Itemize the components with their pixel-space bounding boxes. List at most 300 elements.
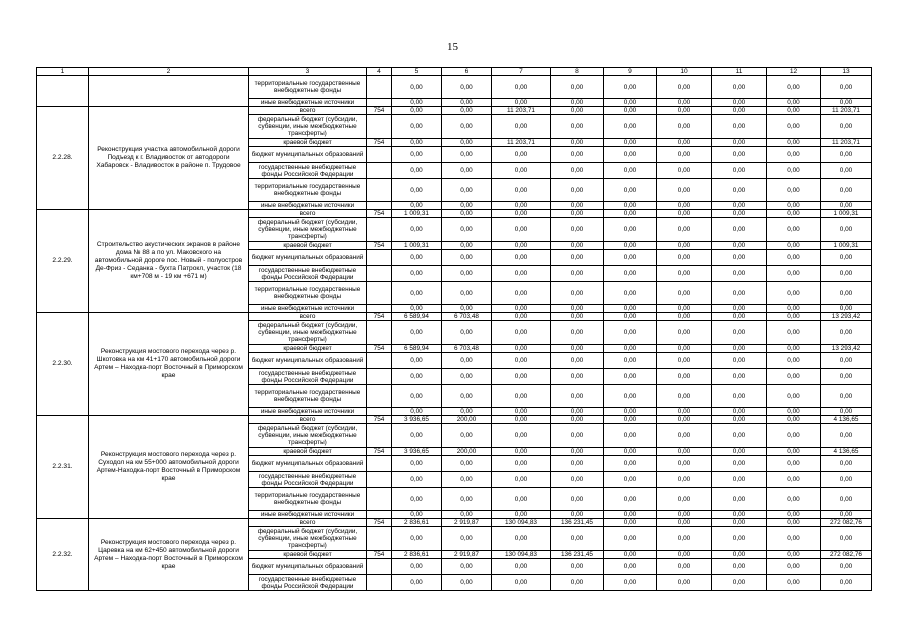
value-cell: 0,00	[551, 313, 604, 321]
value-cell: 0,00	[657, 163, 712, 179]
value-cell: 0,00	[767, 282, 821, 305]
value-cell: 0,00	[604, 147, 657, 163]
value-cell: 0,00	[821, 76, 872, 99]
value-cell: 0,00	[657, 115, 712, 139]
value-cell: 0,00	[442, 408, 492, 416]
value-cell: 0,00	[392, 575, 442, 591]
col-header: 13	[821, 68, 872, 76]
value-cell: 0,00	[492, 488, 551, 511]
col-header: 1	[37, 68, 89, 76]
code-cell: 754	[367, 448, 392, 456]
value-cell: 0,00	[657, 424, 712, 448]
value-cell: 0,00	[442, 305, 492, 313]
value-cell: 0,00	[657, 416, 712, 424]
value-cell: 0,00	[551, 321, 604, 345]
value-cell: 0,00	[392, 266, 442, 282]
value-cell: 0,00	[821, 266, 872, 282]
code-cell	[367, 472, 392, 488]
code-cell: 754	[367, 139, 392, 147]
code-cell	[367, 163, 392, 179]
value-cell: 0,00	[712, 139, 767, 147]
value-cell: 0,00	[712, 527, 767, 551]
funding-source: всего	[249, 313, 367, 321]
value-cell: 0,00	[392, 139, 442, 147]
funding-source: территориальные государственные внебюджетные фонды	[249, 488, 367, 511]
value-cell: 3 936,65	[392, 448, 442, 456]
value-cell: 0,00	[492, 99, 551, 107]
funding-source: государственные внебюджетные фонды Российской Федерации	[249, 163, 367, 179]
value-cell: 0,00	[492, 305, 551, 313]
value-cell: 0,00	[604, 76, 657, 99]
value-cell: 0,00	[392, 369, 442, 385]
code-cell	[367, 147, 392, 163]
item-number: 2.2.31.	[37, 416, 89, 519]
value-cell: 0,00	[767, 202, 821, 210]
funding-source: федеральный бюджет (субсидии, субвенции, иные межбюджетные трансферты)	[249, 424, 367, 448]
col-header: 12	[767, 68, 821, 76]
item-number	[37, 76, 89, 107]
value-cell: 0,00	[551, 353, 604, 369]
funding-source: территориальные государственные внебюджетные фонды	[249, 76, 367, 99]
value-cell: 0,00	[604, 408, 657, 416]
value-cell: 0,00	[604, 416, 657, 424]
value-cell: 0,00	[767, 76, 821, 99]
value-cell: 0,00	[657, 519, 712, 527]
value-cell: 0,00	[392, 305, 442, 313]
value-cell: 0,00	[392, 115, 442, 139]
value-cell: 0,00	[392, 408, 442, 416]
value-cell: 0,00	[657, 575, 712, 591]
value-cell: 0,00	[657, 527, 712, 551]
value-cell: 0,00	[392, 527, 442, 551]
value-cell: 0,00	[657, 353, 712, 369]
code-cell	[367, 76, 392, 99]
code-cell: 754	[367, 107, 392, 115]
code-cell	[367, 575, 392, 591]
value-cell: 0,00	[767, 321, 821, 345]
value-cell: 1 009,31	[821, 210, 872, 218]
value-cell: 0,00	[657, 202, 712, 210]
value-cell: 0,00	[767, 242, 821, 250]
value-cell: 0,00	[712, 519, 767, 527]
value-cell: 0,00	[657, 210, 712, 218]
value-cell: 0,00	[657, 472, 712, 488]
value-cell: 0,00	[392, 353, 442, 369]
value-cell: 0,00	[712, 345, 767, 353]
code-cell: 754	[367, 519, 392, 527]
value-cell: 0,00	[712, 369, 767, 385]
value-cell: 0,00	[712, 575, 767, 591]
value-cell: 2 919,87	[442, 551, 492, 559]
funding-source: иные внебюджетные источники	[249, 99, 367, 107]
funding-source: краевой бюджет	[249, 448, 367, 456]
table-row	[37, 210, 872, 218]
value-cell: 0,00	[821, 353, 872, 369]
value-cell: 0,00	[821, 559, 872, 575]
value-cell: 0,00	[821, 488, 872, 511]
value-cell: 0,00	[767, 345, 821, 353]
value-cell: 272 082,76	[821, 519, 872, 527]
value-cell: 0,00	[821, 472, 872, 488]
value-cell: 0,00	[712, 242, 767, 250]
item-description: Строительство акустических экранов в районе дома № 88 а по ул. Маковского на автомобильной дороге пос. Новый - полуостров Де-Фриз - Седанка - бухта Патрокл, участок (18 км+708 м - 19 км +671 м)	[89, 210, 249, 313]
budget-table	[36, 67, 872, 591]
value-cell: 0,00	[767, 139, 821, 147]
value-cell: 0,00	[712, 76, 767, 99]
value-cell: 0,00	[392, 424, 442, 448]
value-cell: 4 136,65	[821, 416, 872, 424]
table-row	[37, 313, 872, 321]
code-cell	[367, 99, 392, 107]
value-cell: 0,00	[392, 163, 442, 179]
value-cell: 0,00	[657, 179, 712, 202]
value-cell: 0,00	[492, 218, 551, 242]
code-cell	[367, 266, 392, 282]
value-cell: 0,00	[767, 210, 821, 218]
value-cell: 0,00	[604, 511, 657, 519]
value-cell: 0,00	[821, 424, 872, 448]
code-cell	[367, 488, 392, 511]
value-cell: 0,00	[657, 242, 712, 250]
value-cell: 0,00	[712, 353, 767, 369]
value-cell: 0,00	[551, 210, 604, 218]
code-cell	[367, 353, 392, 369]
value-cell: 0,00	[392, 202, 442, 210]
value-cell: 272 082,76	[821, 551, 872, 559]
value-cell: 0,00	[604, 218, 657, 242]
value-cell: 6 589,94	[392, 345, 442, 353]
value-cell: 0,00	[604, 575, 657, 591]
value-cell: 0,00	[392, 147, 442, 163]
value-cell: 0,00	[492, 424, 551, 448]
funding-source: бюджет муниципальных образований	[249, 456, 367, 472]
value-cell: 0,00	[657, 321, 712, 345]
funding-source: краевой бюджет	[249, 551, 367, 559]
value-cell: 0,00	[712, 218, 767, 242]
code-cell	[367, 424, 392, 448]
value-cell: 0,00	[604, 202, 657, 210]
value-cell: 0,00	[657, 369, 712, 385]
value-cell: 0,00	[821, 147, 872, 163]
value-cell: 0,00	[712, 511, 767, 519]
code-cell: 754	[367, 345, 392, 353]
value-cell: 0,00	[767, 99, 821, 107]
value-cell: 0,00	[604, 179, 657, 202]
code-cell: 754	[367, 210, 392, 218]
value-cell: 0,00	[604, 305, 657, 313]
value-cell: 0,00	[551, 76, 604, 99]
value-cell: 0,00	[657, 139, 712, 147]
code-cell: 754	[367, 313, 392, 321]
col-header: 5	[392, 68, 442, 76]
funding-source: всего	[249, 210, 367, 218]
value-cell: 0,00	[551, 99, 604, 107]
col-header: 4	[367, 68, 392, 76]
value-cell: 0,00	[551, 472, 604, 488]
value-cell: 0,00	[712, 385, 767, 408]
value-cell: 0,00	[551, 424, 604, 448]
value-cell: 0,00	[492, 202, 551, 210]
value-cell: 0,00	[492, 559, 551, 575]
code-cell: 754	[367, 242, 392, 250]
table-row	[37, 519, 872, 527]
value-cell: 0,00	[492, 385, 551, 408]
value-cell: 0,00	[492, 575, 551, 591]
value-cell: 2 836,61	[392, 519, 442, 527]
table-row	[37, 107, 872, 115]
value-cell: 0,00	[767, 488, 821, 511]
value-cell: 0,00	[712, 266, 767, 282]
value-cell: 0,00	[442, 179, 492, 202]
value-cell: 0,00	[604, 163, 657, 179]
value-cell: 0,00	[767, 147, 821, 163]
value-cell: 4 136,65	[821, 448, 872, 456]
value-cell: 0,00	[392, 76, 442, 99]
table-row	[37, 416, 872, 424]
value-cell: 0,00	[551, 282, 604, 305]
value-cell: 0,00	[821, 511, 872, 519]
funding-source: всего	[249, 519, 367, 527]
value-cell: 0,00	[442, 559, 492, 575]
value-cell: 3 936,65	[392, 416, 442, 424]
item-number: 2.2.32.	[37, 519, 89, 591]
funding-source: иные внебюджетные источники	[249, 408, 367, 416]
value-cell: 0,00	[392, 511, 442, 519]
col-header: 3	[249, 68, 367, 76]
value-cell: 0,00	[821, 163, 872, 179]
value-cell: 0,00	[551, 448, 604, 456]
value-cell: 0,00	[492, 472, 551, 488]
value-cell: 0,00	[442, 282, 492, 305]
value-cell: 0,00	[712, 416, 767, 424]
value-cell: 0,00	[604, 424, 657, 448]
value-cell: 0,00	[551, 115, 604, 139]
value-cell: 0,00	[821, 179, 872, 202]
value-cell: 0,00	[712, 107, 767, 115]
funding-source: бюджет муниципальных образований	[249, 147, 367, 163]
value-cell: 0,00	[657, 408, 712, 416]
value-cell: 0,00	[492, 527, 551, 551]
value-cell: 0,00	[657, 559, 712, 575]
value-cell: 0,00	[492, 250, 551, 266]
value-cell: 0,00	[604, 488, 657, 511]
value-cell: 136 231,45	[551, 551, 604, 559]
value-cell: 0,00	[551, 139, 604, 147]
column-number-row	[37, 68, 872, 76]
col-header: 2	[89, 68, 249, 76]
value-cell: 0,00	[767, 115, 821, 139]
code-cell	[367, 385, 392, 408]
value-cell: 0,00	[551, 107, 604, 115]
value-cell: 0,00	[551, 250, 604, 266]
value-cell: 11 203,71	[492, 139, 551, 147]
value-cell: 0,00	[442, 511, 492, 519]
value-cell: 0,00	[604, 139, 657, 147]
value-cell: 0,00	[442, 210, 492, 218]
value-cell: 0,00	[821, 202, 872, 210]
value-cell: 0,00	[657, 107, 712, 115]
value-cell: 0,00	[767, 559, 821, 575]
value-cell: 130 094,83	[492, 551, 551, 559]
value-cell: 0,00	[492, 313, 551, 321]
value-cell: 0,00	[821, 575, 872, 591]
funding-source: краевой бюджет	[249, 345, 367, 353]
value-cell: 0,00	[767, 107, 821, 115]
value-cell: 0,00	[821, 527, 872, 551]
code-cell	[367, 282, 392, 305]
funding-source: государственные внебюджетные фонды Российской Федерации	[249, 472, 367, 488]
col-header: 10	[657, 68, 712, 76]
value-cell: 0,00	[657, 305, 712, 313]
value-cell: 0,00	[712, 305, 767, 313]
value-cell: 0,00	[492, 179, 551, 202]
code-cell	[367, 408, 392, 416]
value-cell: 0,00	[442, 321, 492, 345]
value-cell: 0,00	[767, 424, 821, 448]
value-cell: 0,00	[604, 472, 657, 488]
col-header: 6	[442, 68, 492, 76]
value-cell: 0,00	[657, 385, 712, 408]
value-cell: 1 009,31	[392, 242, 442, 250]
value-cell: 0,00	[604, 282, 657, 305]
value-cell: 0,00	[551, 147, 604, 163]
code-cell	[367, 218, 392, 242]
value-cell: 0,00	[767, 448, 821, 456]
value-cell: 0,00	[604, 527, 657, 551]
value-cell: 0,00	[712, 313, 767, 321]
value-cell: 0,00	[551, 511, 604, 519]
col-header: 8	[551, 68, 604, 76]
value-cell: 0,00	[442, 139, 492, 147]
funding-source: федеральный бюджет (субсидии, субвенции, иные межбюджетные трансферты)	[249, 321, 367, 345]
code-cell	[367, 369, 392, 385]
value-cell: 0,00	[821, 115, 872, 139]
value-cell: 11 203,71	[821, 139, 872, 147]
value-cell: 0,00	[492, 456, 551, 472]
funding-source: федеральный бюджет (субсидии, субвенции, иные межбюджетные трансферты)	[249, 527, 367, 551]
value-cell: 0,00	[392, 282, 442, 305]
value-cell: 0,00	[551, 202, 604, 210]
funding-source: территориальные государственные внебюджетные фонды	[249, 179, 367, 202]
value-cell: 0,00	[442, 575, 492, 591]
value-cell: 0,00	[767, 408, 821, 416]
value-cell: 0,00	[551, 163, 604, 179]
value-cell: 0,00	[551, 488, 604, 511]
value-cell: 0,00	[712, 456, 767, 472]
value-cell: 0,00	[492, 353, 551, 369]
funding-source: федеральный бюджет (субсидии, субвенции, иные межбюджетные трансферты)	[249, 115, 367, 139]
value-cell: 0,00	[712, 551, 767, 559]
value-cell: 0,00	[712, 488, 767, 511]
value-cell: 0,00	[492, 163, 551, 179]
value-cell: 0,00	[442, 385, 492, 408]
value-cell: 0,00	[657, 76, 712, 99]
value-cell: 0,00	[767, 369, 821, 385]
value-cell: 0,00	[392, 472, 442, 488]
value-cell: 0,00	[821, 99, 872, 107]
item-description: Реконструкция мостового перехода через р. Царевка на км 62+450 автомобильной дороги Артем – Находка-порт Восточный в Приморском крае	[89, 519, 249, 591]
col-header: 7	[492, 68, 551, 76]
value-cell: 0,00	[492, 282, 551, 305]
value-cell: 0,00	[492, 321, 551, 345]
value-cell: 0,00	[821, 385, 872, 408]
value-cell: 0,00	[551, 305, 604, 313]
value-cell: 0,00	[657, 345, 712, 353]
table-row	[37, 76, 872, 99]
value-cell: 0,00	[712, 321, 767, 345]
value-cell: 0,00	[551, 408, 604, 416]
value-cell: 0,00	[712, 282, 767, 305]
item-description	[89, 76, 249, 107]
value-cell: 0,00	[442, 250, 492, 266]
value-cell: 0,00	[551, 179, 604, 202]
value-cell: 0,00	[551, 345, 604, 353]
value-cell: 0,00	[442, 527, 492, 551]
value-cell: 0,00	[712, 210, 767, 218]
item-description: Реконструкция участка автомобильной дороги Подъезд к г. Владивосток от автодороги Хабаровск - Владивосток в районе п. Трудовое	[89, 107, 249, 210]
value-cell: 0,00	[551, 575, 604, 591]
value-cell: 0,00	[657, 488, 712, 511]
value-cell: 0,00	[821, 282, 872, 305]
funding-source: территориальные государственные внебюджетные фонды	[249, 282, 367, 305]
value-cell: 0,00	[392, 456, 442, 472]
value-cell: 0,00	[657, 511, 712, 519]
value-cell: 0,00	[442, 107, 492, 115]
value-cell: 0,00	[821, 456, 872, 472]
value-cell: 0,00	[604, 551, 657, 559]
funding-source: всего	[249, 107, 367, 115]
value-cell: 0,00	[657, 266, 712, 282]
funding-source: иные внебюджетные источники	[249, 305, 367, 313]
value-cell: 0,00	[657, 218, 712, 242]
value-cell: 0,00	[604, 250, 657, 266]
page-number: 15	[447, 41, 458, 53]
value-cell: 0,00	[821, 369, 872, 385]
value-cell: 0,00	[821, 321, 872, 345]
value-cell: 0,00	[604, 369, 657, 385]
value-cell: 2 919,87	[442, 519, 492, 527]
value-cell: 1 009,31	[392, 210, 442, 218]
value-cell: 0,00	[492, 408, 551, 416]
value-cell: 0,00	[767, 313, 821, 321]
value-cell: 1 009,31	[821, 242, 872, 250]
value-cell: 0,00	[767, 218, 821, 242]
value-cell: 0,00	[551, 527, 604, 551]
value-cell: 0,00	[712, 472, 767, 488]
funding-source: федеральный бюджет (субсидии, субвенции, иные межбюджетные трансферты)	[249, 218, 367, 242]
funding-source: бюджет муниципальных образований	[249, 250, 367, 266]
value-cell: 6 703,48	[442, 345, 492, 353]
value-cell: 0,00	[442, 99, 492, 107]
value-cell: 0,00	[442, 456, 492, 472]
value-cell: 0,00	[767, 519, 821, 527]
value-cell: 0,00	[767, 385, 821, 408]
value-cell: 0,00	[657, 456, 712, 472]
code-cell	[367, 456, 392, 472]
value-cell: 11 203,71	[492, 107, 551, 115]
value-cell: 0,00	[392, 250, 442, 266]
code-cell	[367, 511, 392, 519]
item-number: 2.2.30.	[37, 313, 89, 416]
value-cell: 0,00	[442, 147, 492, 163]
value-cell: 0,00	[492, 266, 551, 282]
value-cell: 0,00	[712, 424, 767, 448]
funding-source: всего	[249, 416, 367, 424]
code-cell: 754	[367, 551, 392, 559]
value-cell: 0,00	[604, 559, 657, 575]
funding-source: бюджет муниципальных образований	[249, 559, 367, 575]
value-cell: 0,00	[657, 448, 712, 456]
